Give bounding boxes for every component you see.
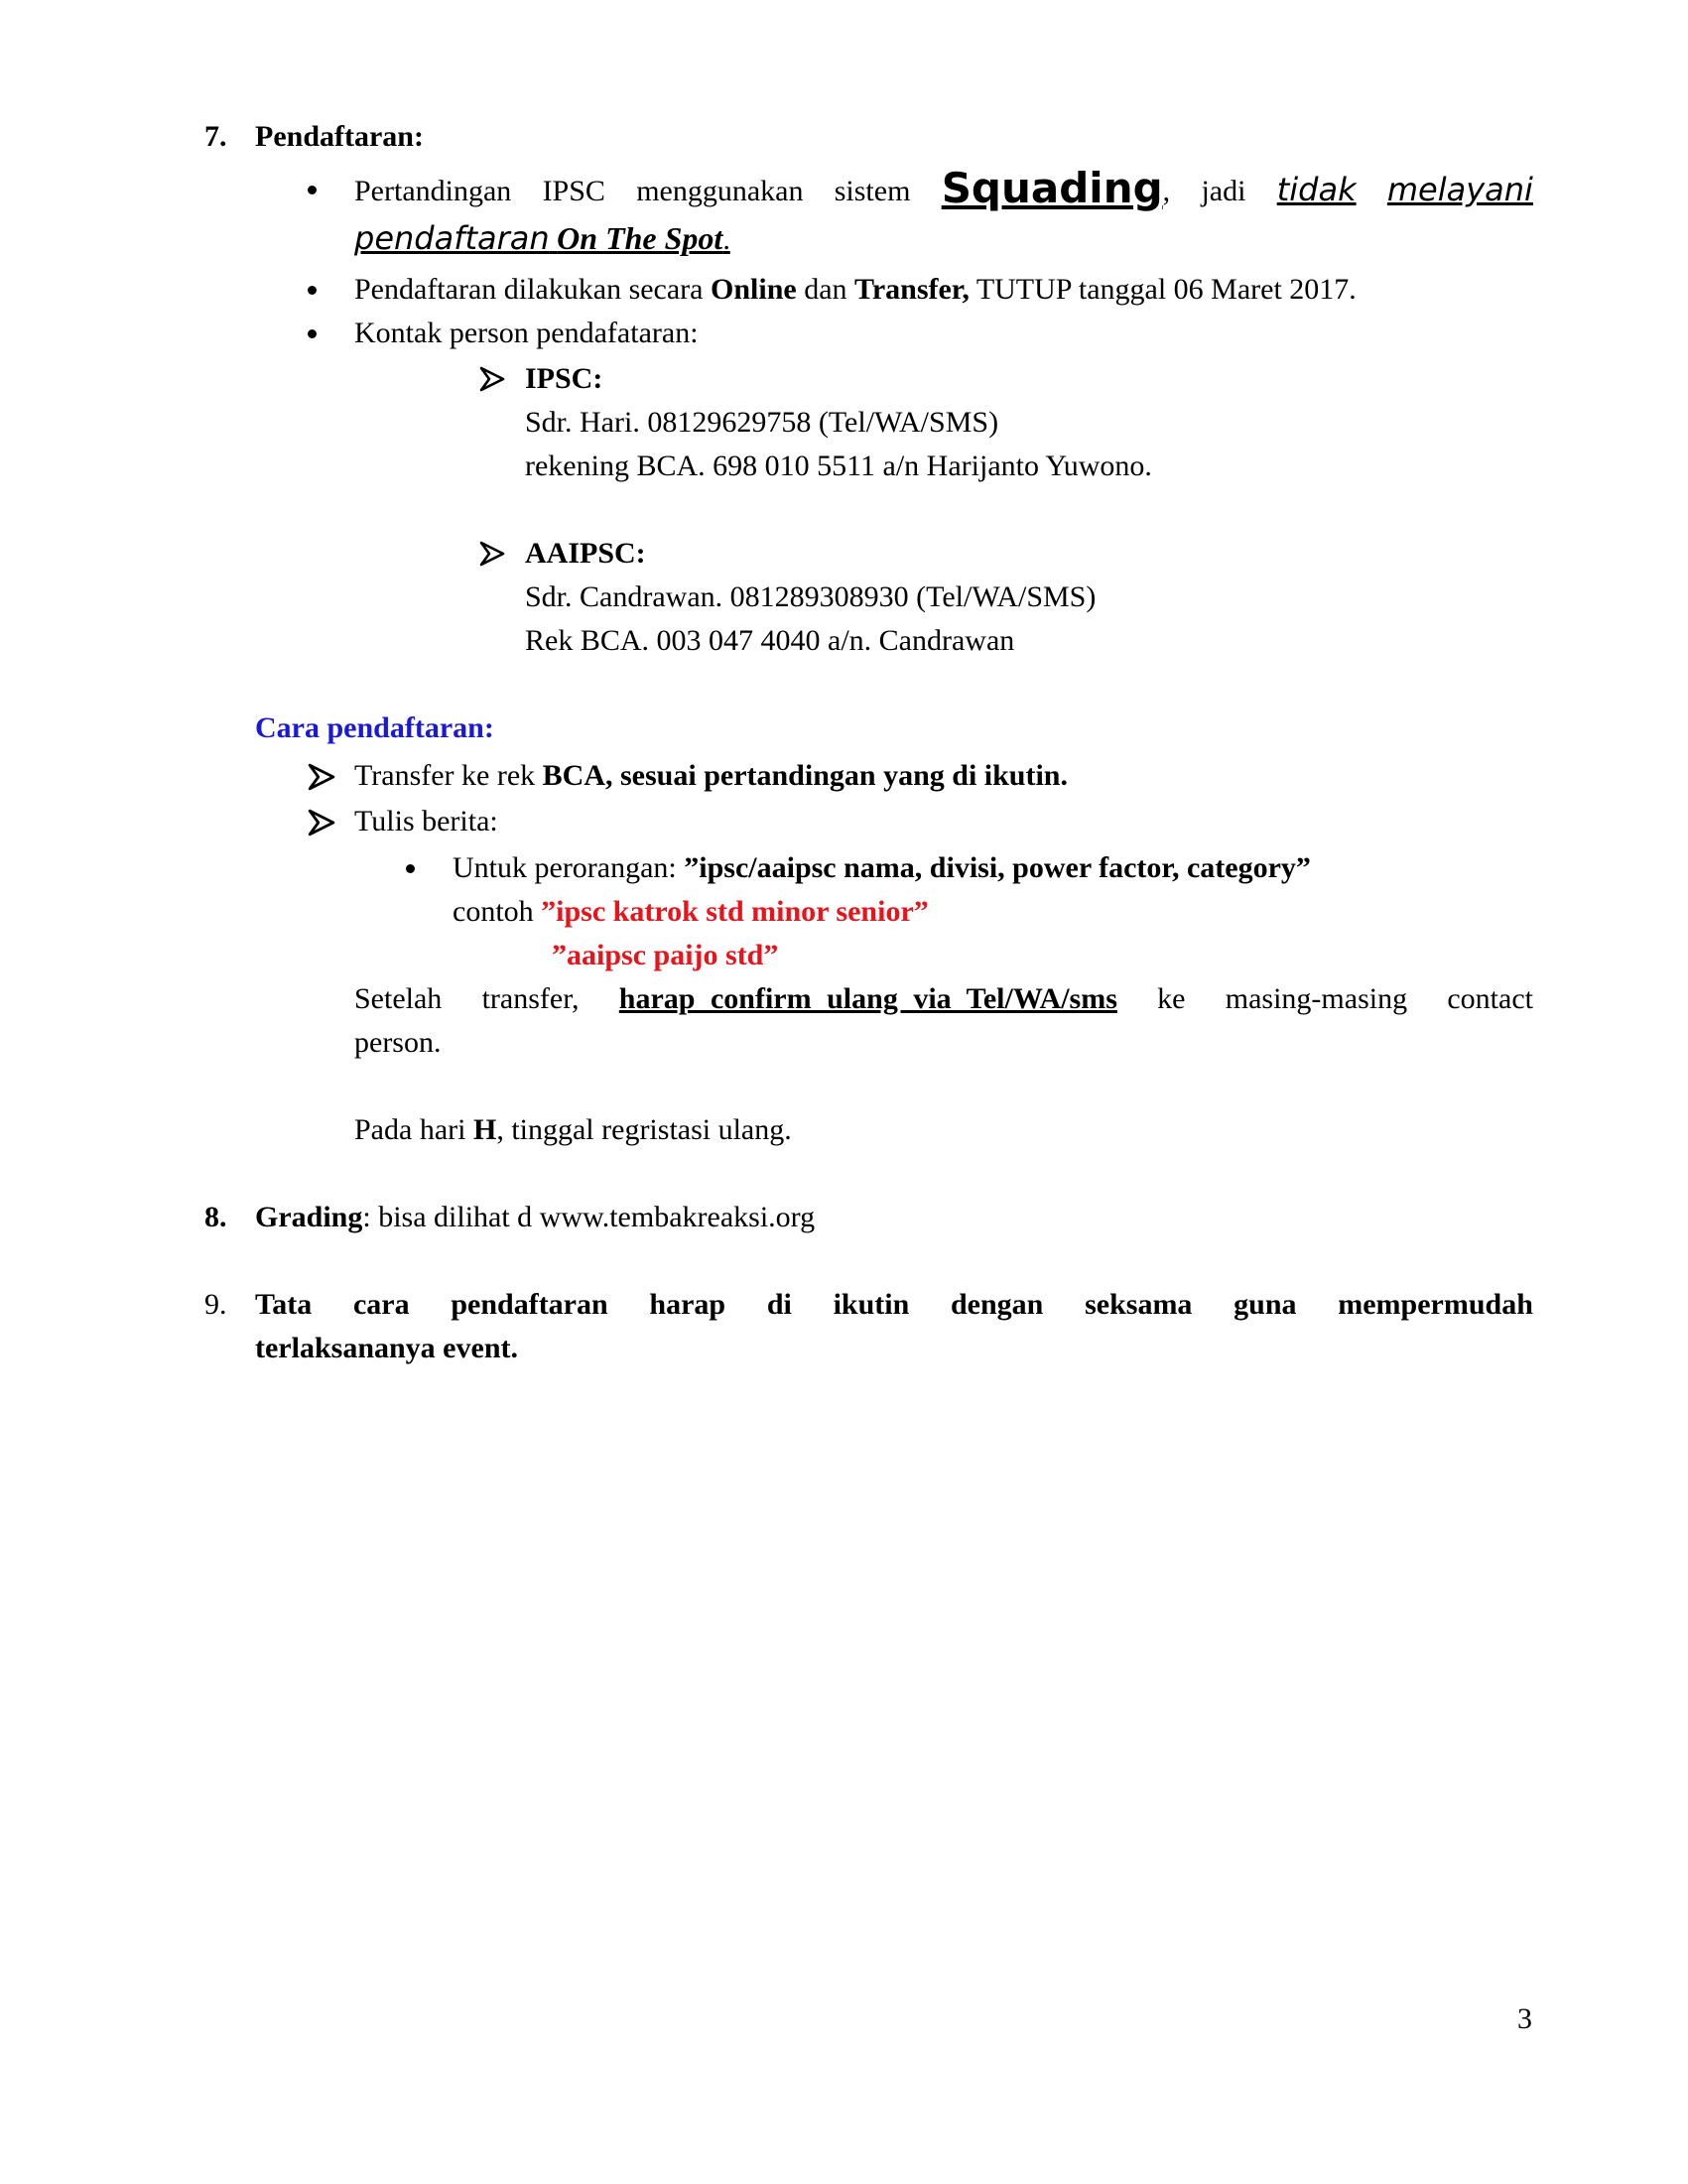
bullet-1-line-2: pendaftaran On The Spot. [354, 219, 730, 257]
word: cara [352, 1288, 410, 1321]
cara-heading: Cara pendaftaran: [255, 711, 494, 744]
page-number: 3 [1517, 2002, 1532, 2035]
word: IPSC [542, 175, 605, 207]
bullet-2-text: Pendaftaran dilakukan secara Online dan Transfer, TUTUP tanggal 06 Maret 2017. [354, 273, 1357, 306]
contoh-line: contoh ”ipsc katrok std minor senior” [453, 895, 929, 928]
word: transfer, [481, 982, 580, 1015]
bullet-icon [308, 329, 317, 338]
section-9-line-1 [255, 1283, 1533, 1327]
squading-term: Squading, [941, 164, 1171, 212]
word: menggunakan [636, 175, 804, 207]
bullet-icon [308, 286, 317, 295]
word: mempermudah [1338, 1288, 1533, 1321]
ipsc-account-line: rekening BCA. 698 010 5511 a/n Harijanto Yuwono. [525, 450, 1152, 482]
word-tidak: tidak [1276, 171, 1357, 208]
pada-hari-line: Pada hari H, tinggal regristasi ulang. [354, 1113, 792, 1146]
word: Pertandingan [354, 175, 512, 207]
bullet-1-line-1 [354, 165, 1533, 213]
word: ke [1157, 982, 1186, 1015]
section-7-heading: Pendaftaran: [255, 120, 424, 153]
cara-item-1: Transfer ke rek BCA, sesuai pertandingan yang di ikutin. [354, 759, 1068, 792]
aaipsc-contact-line: Sdr. Candrawan. 081289308930 (Tel/WA/SMS) [525, 580, 1097, 613]
bullet-icon [406, 864, 415, 873]
word: jadi [1201, 175, 1246, 207]
example-1: ”ipsc katrok std minor senior” [541, 895, 929, 928]
arrow-bullet-icon [308, 809, 335, 836]
word: seksama [1085, 1288, 1193, 1321]
confirm-instruction: harap confirm ulang via Tel/WA/sms [618, 982, 1117, 1015]
word: harap [649, 1288, 726, 1321]
section-7-number: 7. [204, 120, 227, 153]
word: guna [1234, 1288, 1297, 1321]
cara-item-2: Tulis berita: [354, 805, 498, 837]
aaipsc-title: AAIPSC: [525, 537, 646, 570]
word: di [766, 1288, 792, 1321]
section-8-number: 8. [204, 1201, 227, 1233]
arrow-bullet-icon [308, 763, 335, 791]
bullet-icon [308, 186, 317, 194]
arrow-bullet-icon [479, 366, 505, 392]
setelah-line [354, 977, 1533, 1021]
aaipsc-account-line: Rek BCA. 003 047 4040 a/n. Candrawan [525, 624, 1015, 657]
example-2: ”aaipsc paijo std” [552, 939, 779, 971]
word: contact [1447, 982, 1533, 1015]
arrow-bullet-icon [479, 541, 505, 567]
word: Tata [255, 1288, 313, 1321]
section-9-line-2: terlaksananya event. [255, 1332, 518, 1364]
word: pendaftaran [451, 1288, 608, 1321]
section-9-number: 9. [204, 1288, 227, 1321]
word: ikutin [833, 1288, 910, 1321]
ipsc-title: IPSC: [525, 362, 603, 395]
word: masing-masing [1225, 982, 1408, 1015]
word: sistem [834, 175, 911, 207]
person-line: person. [354, 1026, 442, 1059]
grading-line: Grading: bisa dilihat d www.tembakreaksi.org [255, 1201, 816, 1233]
cara-sub-1: Untuk perorangan: ”ipsc/aaipsc nama, divisi, power factor, category” [453, 851, 1311, 884]
bullet-3-text: Kontak person pendafataran: [354, 317, 699, 349]
ipsc-contact-line: Sdr. Hari. 08129629758 (Tel/WA/SMS) [525, 406, 999, 439]
word: Setelah [354, 982, 443, 1015]
word: dengan [951, 1288, 1044, 1321]
word-melayani: melayani [1386, 171, 1533, 208]
